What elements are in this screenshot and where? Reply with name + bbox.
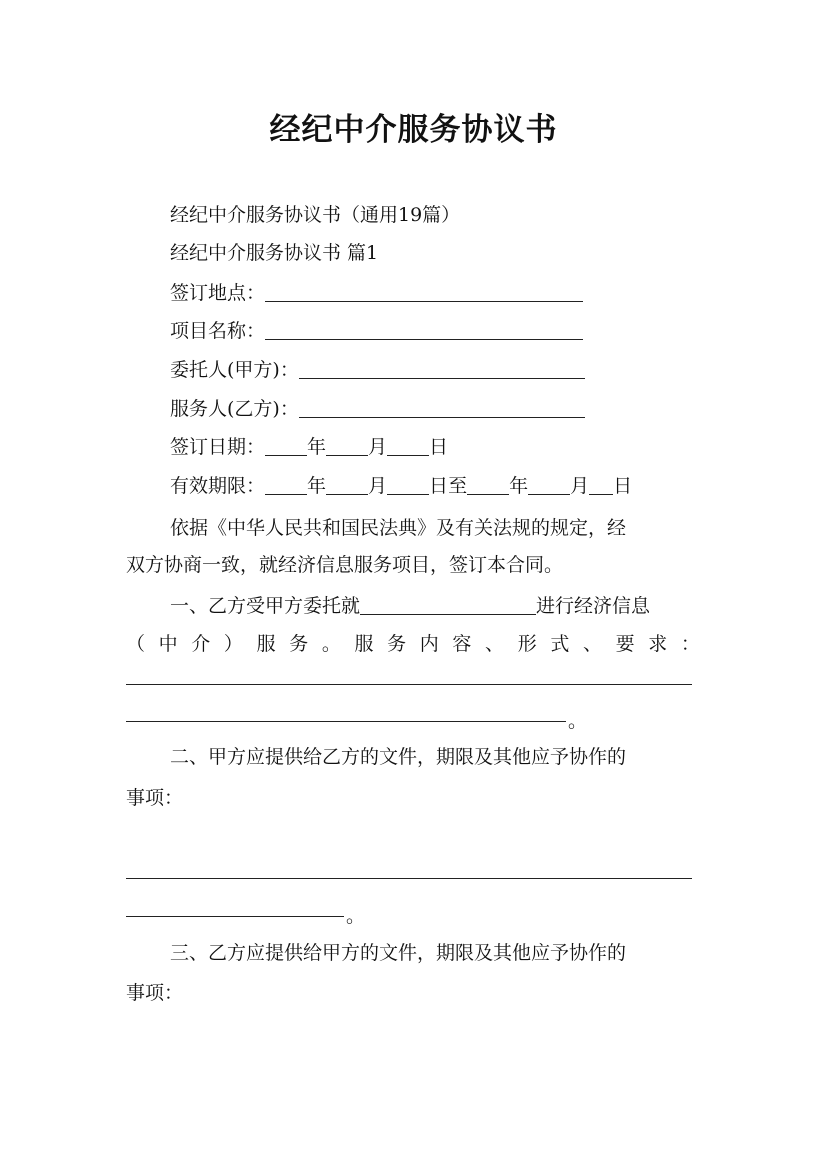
char: （ xyxy=(126,633,146,655)
client-blank[interactable] xyxy=(299,359,585,379)
char: ） xyxy=(223,633,243,655)
clause-1-row xyxy=(170,591,650,618)
clause-1-blank[interactable] xyxy=(360,595,536,615)
clause-2-period: 。 xyxy=(346,905,366,927)
year-text: 年 xyxy=(307,436,327,458)
clause-1-answer-line-2[interactable] xyxy=(126,721,566,722)
char: 形 xyxy=(517,633,537,655)
month-text: 月 xyxy=(570,475,590,497)
day-text: 日 xyxy=(429,475,449,497)
char: 、 xyxy=(485,633,505,655)
clause-2-line-1: 二、甲方应提供给乙方的文件，期限及其他应予协作的 xyxy=(170,746,627,768)
char: 服 xyxy=(256,633,276,655)
project-name-row xyxy=(170,316,583,343)
provider-blank[interactable] xyxy=(299,398,585,418)
project-name-label: 项目名称： xyxy=(170,320,266,342)
client-row xyxy=(170,355,585,382)
sign-date-row xyxy=(170,432,448,459)
char: 内 xyxy=(419,633,439,655)
month-text: 月 xyxy=(368,475,388,497)
char: 务 xyxy=(387,633,407,655)
client-label: 委托人(甲方)： xyxy=(170,359,299,381)
valid-period-row xyxy=(170,471,632,498)
valid-period-label: 有效期限： xyxy=(170,475,266,497)
year-text: 年 xyxy=(307,475,327,497)
char: 中 xyxy=(158,633,178,655)
end-month-blank[interactable] xyxy=(528,475,570,495)
provider-row xyxy=(170,394,585,421)
char: 介 xyxy=(191,633,211,655)
provider-label: 服务人(乙方)： xyxy=(170,398,299,420)
basis-line-2: 双方协商一致，就经济信息服务项目，签订本合同。 xyxy=(126,554,564,576)
sign-place-blank[interactable] xyxy=(265,282,583,302)
char: 务 xyxy=(289,633,309,655)
clause-1-period: 。 xyxy=(568,710,588,732)
day-text: 日 xyxy=(613,475,633,497)
end-day-blank[interactable] xyxy=(589,475,613,495)
start-day-blank[interactable] xyxy=(387,475,429,495)
sign-place-label: 签订地点： xyxy=(170,282,266,304)
day-text: 日 xyxy=(429,436,449,458)
char: 要 xyxy=(615,633,635,655)
char: ： xyxy=(680,633,700,655)
clause-1-start: 一、乙方受甲方委托就 xyxy=(170,595,361,617)
sign-day-blank[interactable] xyxy=(387,436,429,456)
month-text: 月 xyxy=(368,436,388,458)
sign-month-blank[interactable] xyxy=(326,436,368,456)
clause-3-line-2: 事项： xyxy=(126,982,184,1004)
clause-1-answer-line-1[interactable] xyxy=(126,684,692,685)
clause-2-answer-line-1[interactable] xyxy=(126,878,692,879)
char: 服 xyxy=(354,633,374,655)
to-text: 至 xyxy=(448,475,468,497)
start-year-blank[interactable] xyxy=(265,475,307,495)
char: 求 xyxy=(648,633,668,655)
char: 。 xyxy=(321,633,341,655)
sign-date-label: 签订日期： xyxy=(170,436,266,458)
sign-year-blank[interactable] xyxy=(265,436,307,456)
char: 、 xyxy=(582,633,602,655)
clause-3-line-1: 三、乙方应提供给甲方的文件，期限及其他应予协作的 xyxy=(170,942,627,964)
sign-place-row xyxy=(170,278,583,305)
document-title: 经纪中介服务协议书 xyxy=(269,112,558,148)
clause-2-answer-line-2[interactable] xyxy=(126,916,344,917)
subtitle: 经纪中介服务协议书（通用19篇） xyxy=(170,204,461,226)
clause-2-line-2: 事项： xyxy=(126,787,184,809)
char: 式 xyxy=(550,633,570,655)
start-month-blank[interactable] xyxy=(326,475,368,495)
basis-line-1: 依据《中华人民共和国民法典》及有关法规的规定，经 xyxy=(170,517,627,539)
year-text: 年 xyxy=(509,475,529,497)
project-name-blank[interactable] xyxy=(265,320,583,340)
char: 容 xyxy=(452,633,472,655)
end-year-blank[interactable] xyxy=(467,475,509,495)
part-heading: 经纪中介服务协议书 篇1 xyxy=(170,242,379,264)
clause-1-end: 进行经济信息 xyxy=(536,595,651,617)
clause-1-line-2 xyxy=(126,629,700,656)
